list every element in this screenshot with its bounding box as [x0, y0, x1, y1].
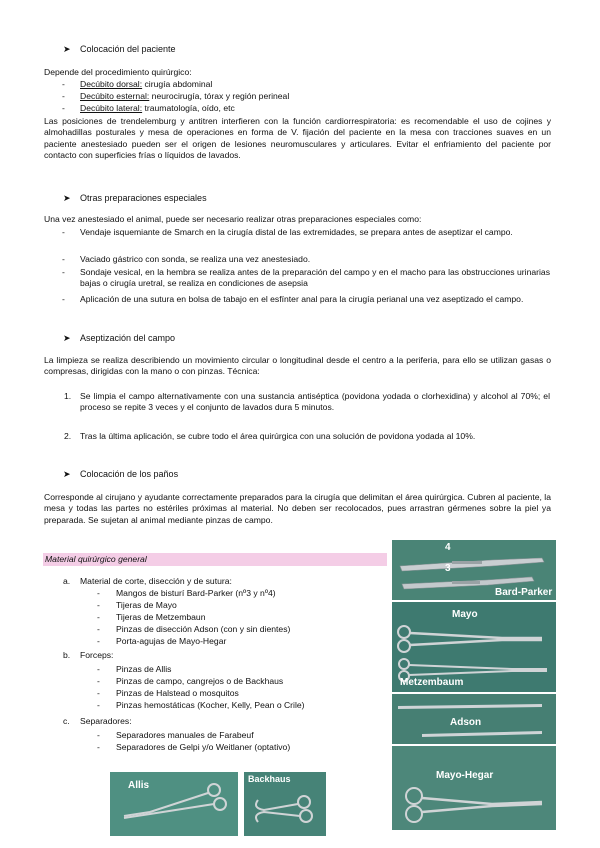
adson-label: Adson: [450, 717, 482, 728]
list-item: Tras la última aplicación, se cubre todo el área quirúrgica con una solución de povidona yodada al 10%.: [80, 431, 476, 441]
dash-icon: -: [97, 742, 100, 752]
needle-holder-illustration: [392, 746, 556, 830]
group-label: Separadores:: [80, 716, 132, 726]
sec1-paragraph: Las posiciones de trendelemburg y antitren interfieren con la función cardiorrespiratoria: es recomendable el uso de cojines y almohadillas posturales y mesa de operaciones en forma de V. fijación del paciente en la mesa con tracciones suaves en un paciente anestesiado pueden ser el origen de lesiones neuromusculares y articulares. Evitar el enfriamiento del paciente por contacto con superficies frías o líquidos de lavados.: [44, 116, 551, 161]
item-term: Decúbito lateral:: [80, 103, 143, 113]
sec4-paragraph: Corresponde al cirujano y ayudante correctamente preparados para la cirugía que delimitan el área quirúrgica. Cubren al paciente, la mesa y todas las partes no estériles próximas al material. No deben ser recolocados, pues arrastran gérmenes sobre la piel ya preparada. Se sujetan al animal mediante pinzas de campo.: [44, 492, 551, 525]
dash-icon: -: [62, 79, 65, 89]
material-title: Material quirúrgico general: [45, 554, 147, 564]
list-item: Porta-agujas de Mayo-Hegar: [116, 636, 227, 646]
heading-colocacion-panos: Colocación de los paños: [80, 469, 179, 479]
metzembaum-label: Metzembaum: [400, 677, 464, 688]
heading-colocacion-paciente: Colocación del paciente: [80, 44, 176, 54]
dash-icon: -: [97, 588, 100, 598]
list-item: Pinzas hemostáticas (Kocher, Kelly, Pean o Crile): [116, 700, 305, 710]
dash-icon: -: [97, 624, 100, 634]
dash-icon: -: [97, 730, 100, 740]
mayo-hegar-label: Mayo-Hegar: [436, 770, 494, 781]
heading-otras-preparaciones: Otras preparaciones especiales: [80, 193, 207, 203]
list-item: Aplicación de una sutura en bolsa de tabajo en el esfínter anal para la cirugía perianal una vez aseptizado el campo.: [80, 294, 524, 304]
section-bullet-icon: ➤: [63, 333, 71, 343]
bard-parker-photo: [392, 540, 556, 600]
list-number: 2.: [64, 431, 72, 441]
list-item: [80, 91, 289, 102]
section-bullet-icon: ➤: [63, 193, 71, 203]
list-item: Se limpia el campo alternativamente con una sustancia antiséptica (povidona yodada o clorhexidina) y alcohol al 70%; el proceso se repite 3 veces y el conjunto de lavados dura 5 minutos.: [80, 391, 550, 413]
backhaus-photo: [244, 772, 326, 836]
heading-aseptizacion: Aseptización del campo: [80, 333, 176, 343]
dash-icon: -: [97, 600, 100, 610]
number-4-label: 4: [445, 542, 451, 553]
group-letter: b.: [63, 650, 71, 660]
mayo-label: Mayo: [452, 609, 478, 620]
list-item: Sondaje vesical, en la hembra se realiza antes de la preparación del campo y en el macho para las obstrucciones urinarias bajas o cirugía uretral, se realiza en condiciones de asepsia: [80, 267, 550, 289]
mayo-hegar-photo: [392, 746, 556, 830]
bard-parker-label: Bard-Parker: [495, 587, 553, 598]
item-text: neurocirugía, tórax y región perineal: [149, 91, 290, 101]
dash-icon: -: [97, 636, 100, 646]
list-item: Mangos de bisturí Bard-Parker (nº3 y nº4): [116, 588, 276, 598]
list-item: Separadores de Gelpi y/o Weitlaner (optativo): [116, 742, 291, 752]
list-item: Pinzas de disección Adson (con y sin dientes): [116, 624, 291, 634]
list-item: Pinzas de Allis: [116, 664, 172, 674]
group-label: Material de corte, disección y de sutura:: [80, 576, 232, 586]
list-item: [80, 79, 212, 90]
list-item: Pinzas de Halstead o mosquitos: [116, 688, 239, 698]
sec1-intro: Depende del procedimiento quirúrgico:: [44, 67, 192, 77]
item-term: Decúbito dorsal:: [80, 79, 143, 89]
dash-icon: -: [62, 227, 65, 237]
dash-icon: -: [97, 676, 100, 686]
number-3-label: 3: [445, 563, 451, 574]
adson-forceps-photo: [392, 694, 556, 744]
dash-icon: -: [97, 664, 100, 674]
list-item: Tijeras de Metzembaun: [116, 612, 206, 622]
group-label: Forceps:: [80, 650, 114, 660]
list-item: Pinzas de campo, cangrejos o de Backhaus: [116, 676, 284, 686]
sec2-intro: Una vez anestesiado el animal, puede ser necesario realizar otras preparaciones especiales como:: [44, 214, 422, 224]
item-term: Decúbito esternal:: [80, 91, 150, 101]
dash-icon: -: [62, 254, 65, 264]
list-item: Separadores manuales de Farabeuf: [116, 730, 254, 740]
dash-icon: -: [62, 91, 65, 101]
dash-icon: -: [62, 267, 65, 277]
list-item: Tijeras de Mayo: [116, 600, 177, 610]
list-item: Vendaje isquemiante de Smarch en la cirugía distal de las extremidades, se prepara antes de aseptizar el campo.: [80, 227, 513, 237]
dash-icon: -: [62, 103, 65, 113]
section-bullet-icon: ➤: [63, 469, 71, 479]
allis-label: Allis: [128, 780, 150, 791]
item-text: traumatología, oído, etc: [142, 103, 235, 113]
section-bullet-icon: ➤: [63, 44, 71, 54]
sec3-paragraph: La limpieza se realiza describiendo un movimiento circular o longitudinal desde el centro a la periferia, para ello se utilizan gasas o compresas, dirigidas con la mano o con pinzas. Técnica:: [44, 355, 551, 377]
list-item: Vaciado gástrico con sonda, se realiza una vez anestesiado.: [80, 254, 311, 264]
mayo-scissors-photo: [392, 602, 556, 692]
dash-icon: -: [97, 688, 100, 698]
dash-icon: -: [62, 294, 65, 304]
dash-icon: -: [97, 700, 100, 710]
group-letter: c.: [63, 716, 70, 726]
dash-icon: -: [97, 612, 100, 622]
list-item: [80, 103, 235, 114]
allis-photo: [110, 772, 238, 836]
list-number: 1.: [64, 391, 72, 401]
group-letter: a.: [63, 576, 71, 586]
backhaus-label: Backhaus: [248, 774, 291, 784]
item-text: cirugía abdominal: [142, 79, 213, 89]
